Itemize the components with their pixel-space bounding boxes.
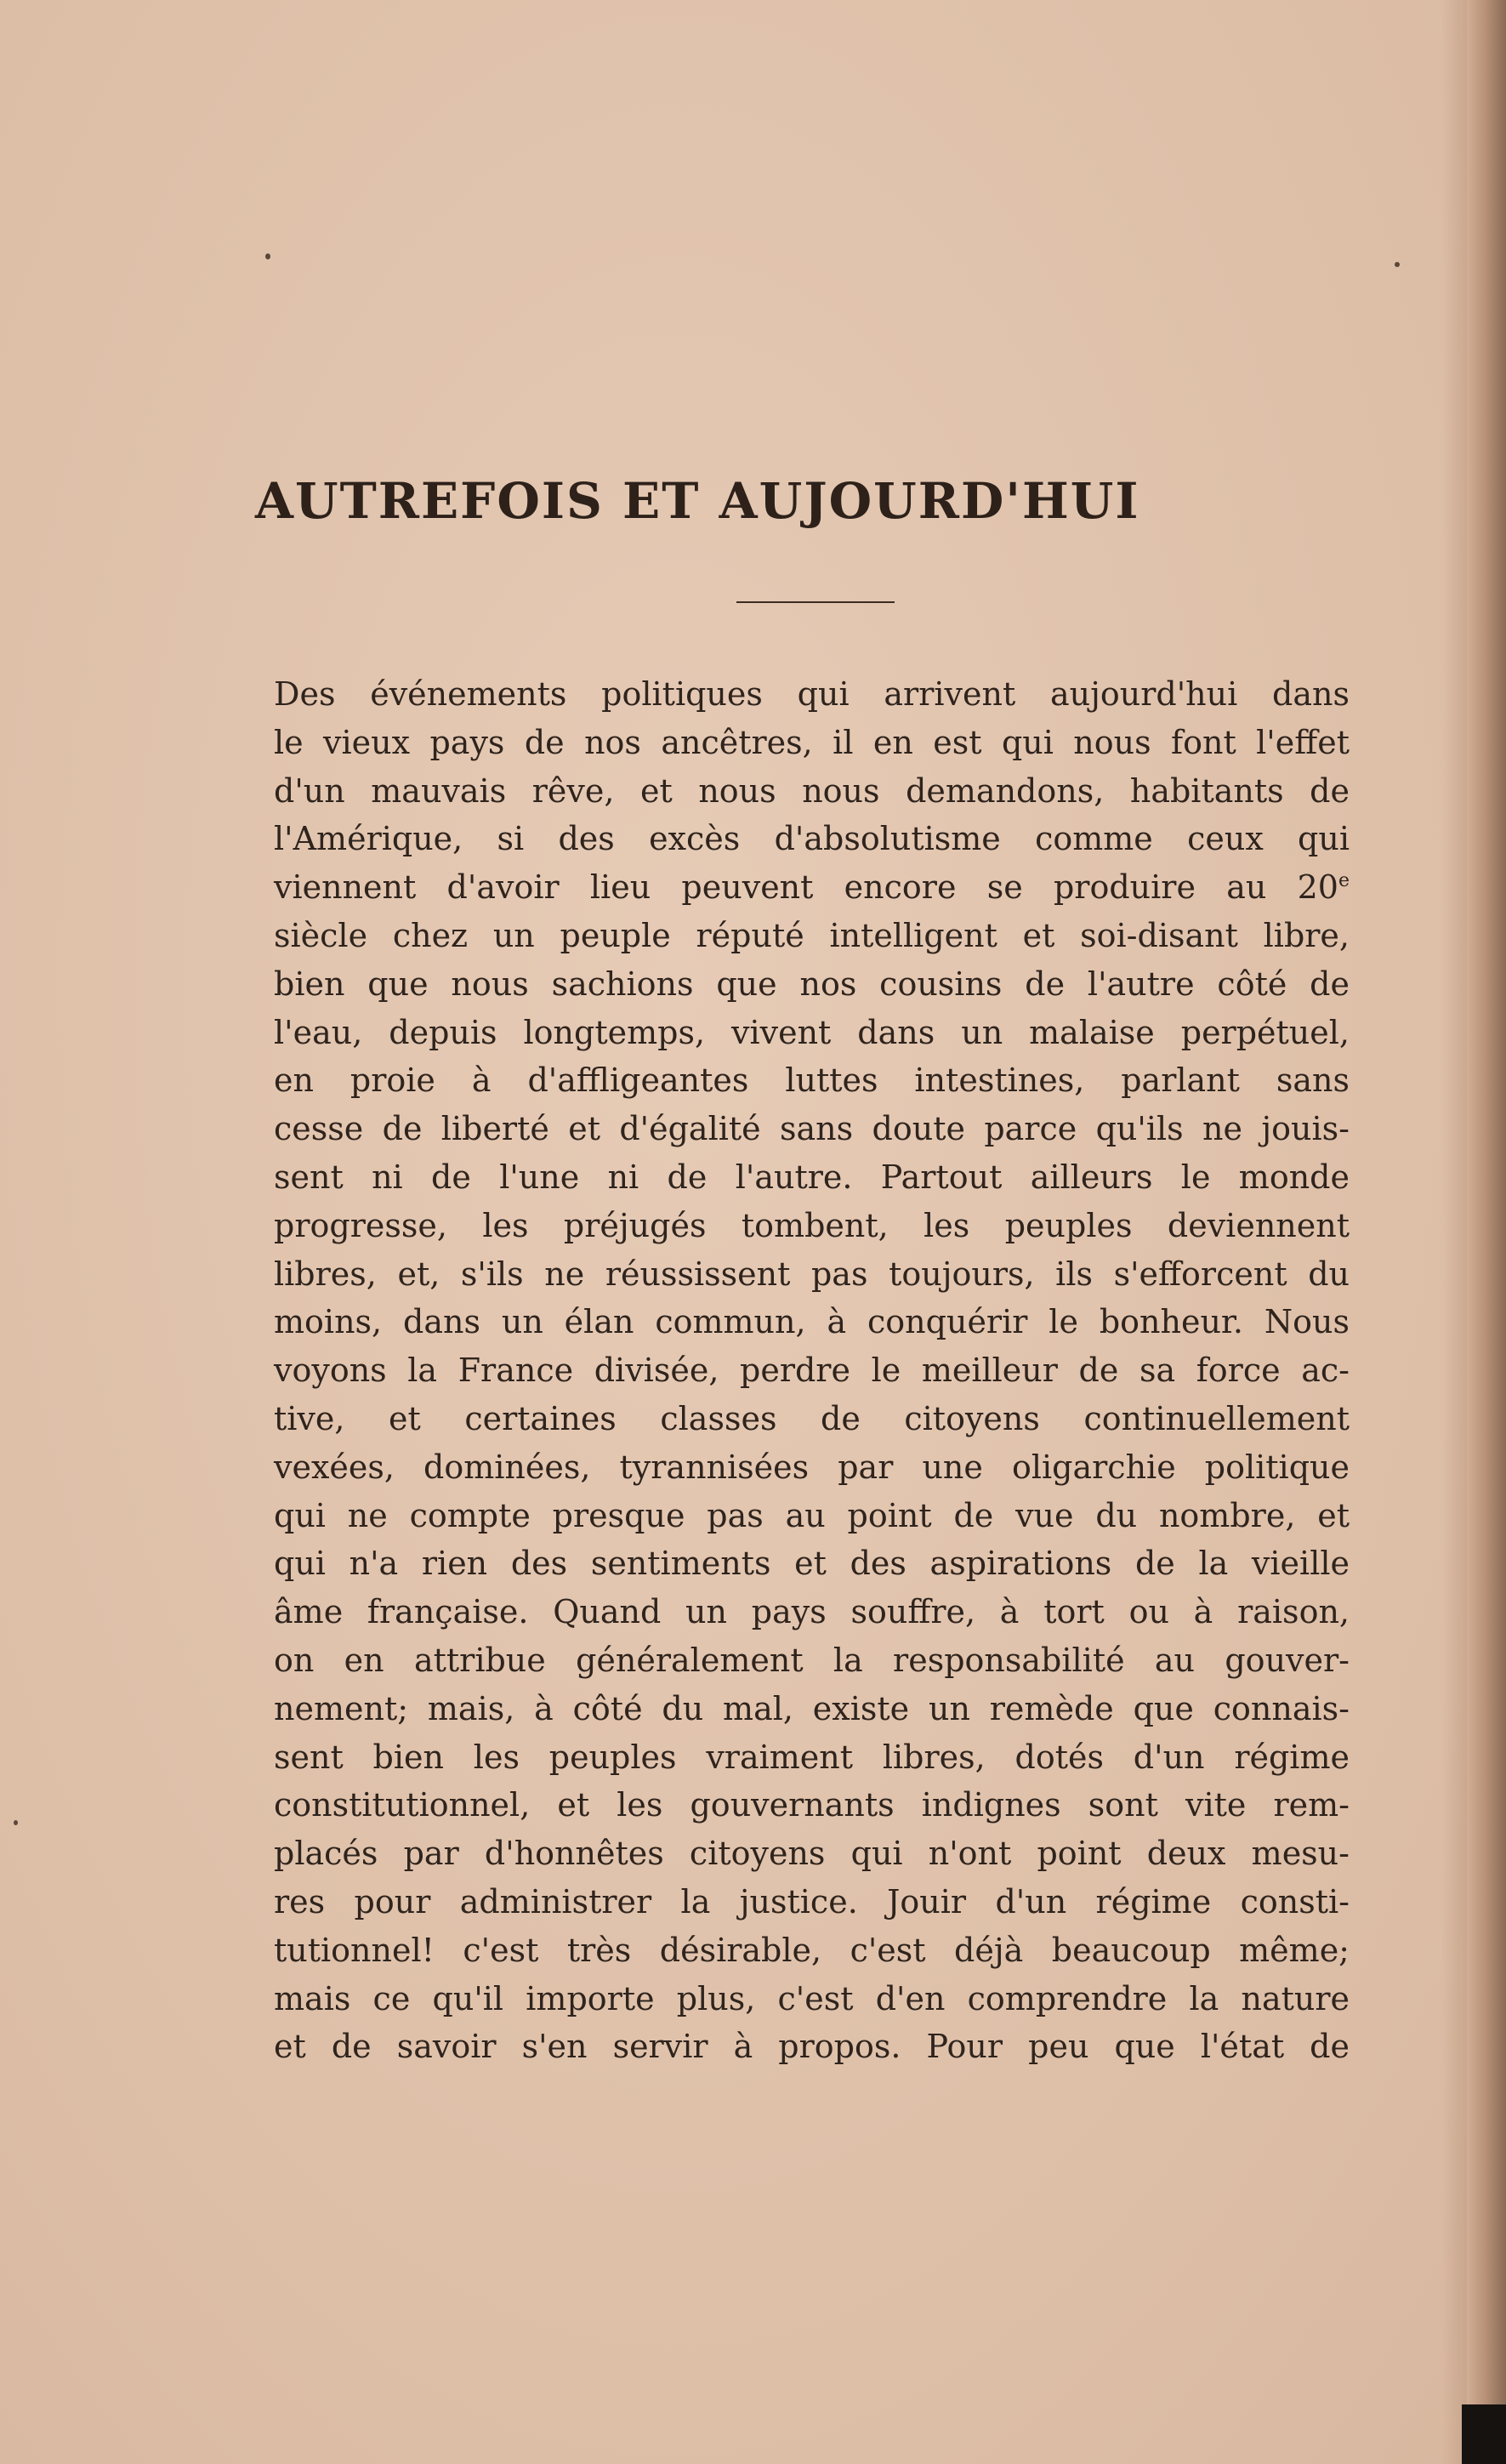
text-line: progresse, les préjugés tombent, les peuples deviennent bbox=[274, 1206, 1350, 1244]
text-line: qui n'a rien des sentiments et des aspirations de la vieille bbox=[274, 1545, 1350, 1583]
text-line bbox=[274, 863, 1350, 912]
text-line: cesse de liberté et d'égalité sans doute parce qu'ils ne jouis- bbox=[274, 1110, 1350, 1148]
paper-speck bbox=[265, 253, 270, 259]
text-line: et de savoir s'en servir à propos. Pour peu que l'état de bbox=[274, 2028, 1350, 2066]
text-line: en proie à d'affligeantes luttes intestines, parlant sans bbox=[274, 1061, 1350, 1100]
paper-speck bbox=[14, 1820, 18, 1825]
text-line: sent ni de l'une ni de l'autre. Partout ailleurs le monde bbox=[274, 1158, 1350, 1196]
text-line: le vieux pays de nos ancêtres, il en est qui nous font l'effet bbox=[274, 723, 1350, 761]
text-line: l'Amérique, si des excès d'absolutisme comme ceux qui bbox=[274, 820, 1350, 858]
text-line: âme française. Quand un pays souffre, à tort ou à raison, bbox=[274, 1593, 1350, 1631]
text-line: Des événements politiques qui arrivent aujourd'hui dans bbox=[274, 675, 1350, 713]
chapter-title: AUTREFOIS ET AUJOURD'HUI bbox=[255, 472, 1140, 530]
text-line: libres, et, s'ils ne réussissent pas toujours, ils s'efforcent du bbox=[274, 1255, 1350, 1293]
text-line: on en attribue généralement la responsabilité au gouver- bbox=[274, 1641, 1350, 1679]
scan-corner bbox=[1462, 2404, 1506, 2464]
text-line: bien que nous sachions que nos cousins de l'autre côté de bbox=[274, 965, 1350, 1003]
text-line: sent bien les peuples vraiment libres, dotés d'un régime bbox=[274, 1738, 1350, 1776]
text-line: res pour administrer la justice. Jouir d'un régime consti- bbox=[274, 1882, 1350, 1921]
title-rule bbox=[736, 601, 895, 603]
text-line: siècle chez un peuple réputé intelligent et soi-disant libre, bbox=[274, 916, 1350, 954]
text-line: nement; mais, à côté du mal, existe un remède que connais- bbox=[274, 1689, 1350, 1727]
text-line: voyons la France divisée, perdre le meilleur de sa force ac- bbox=[274, 1352, 1350, 1390]
text-line: constitutionnel, et les gouvernants indignes sont vite rem- bbox=[274, 1786, 1350, 1824]
text-line: moins, dans un élan commun, à conquérir le bonheur. Nous bbox=[274, 1303, 1350, 1341]
text-line: mais ce qu'il importe plus, c'est d'en comprendre la nature bbox=[274, 1979, 1350, 2017]
superscript: e bbox=[1338, 870, 1350, 892]
text-line-main: viennent d'avoir lieu peuvent encore se produire au 20 bbox=[274, 868, 1338, 907]
text-line: l'eau, depuis longtemps, vivent dans un malaise perpétuel, bbox=[274, 1013, 1350, 1051]
page-edge-shadow bbox=[1441, 0, 1467, 2464]
paper-speck bbox=[1395, 262, 1400, 267]
page-edge bbox=[1467, 0, 1506, 2464]
text-line: d'un mauvais rêve, et nous nous demandons, habitants de bbox=[274, 771, 1350, 810]
body-text bbox=[274, 670, 1350, 2071]
text-line: placés par d'honnêtes citoyens qui n'ont point deux mesu- bbox=[274, 1835, 1350, 1873]
text-line: tive, et certaines classes de citoyens continuellement bbox=[274, 1399, 1350, 1437]
text-line: qui ne compte presque pas au point de vue du nombre, et bbox=[274, 1496, 1350, 1534]
text-line: tutionnel! c'est très désirable, c'est déjà beaucoup même; bbox=[274, 1931, 1350, 1969]
text-line: vexées, dominées, tyrannisées par une oligarchie politique bbox=[274, 1448, 1350, 1486]
